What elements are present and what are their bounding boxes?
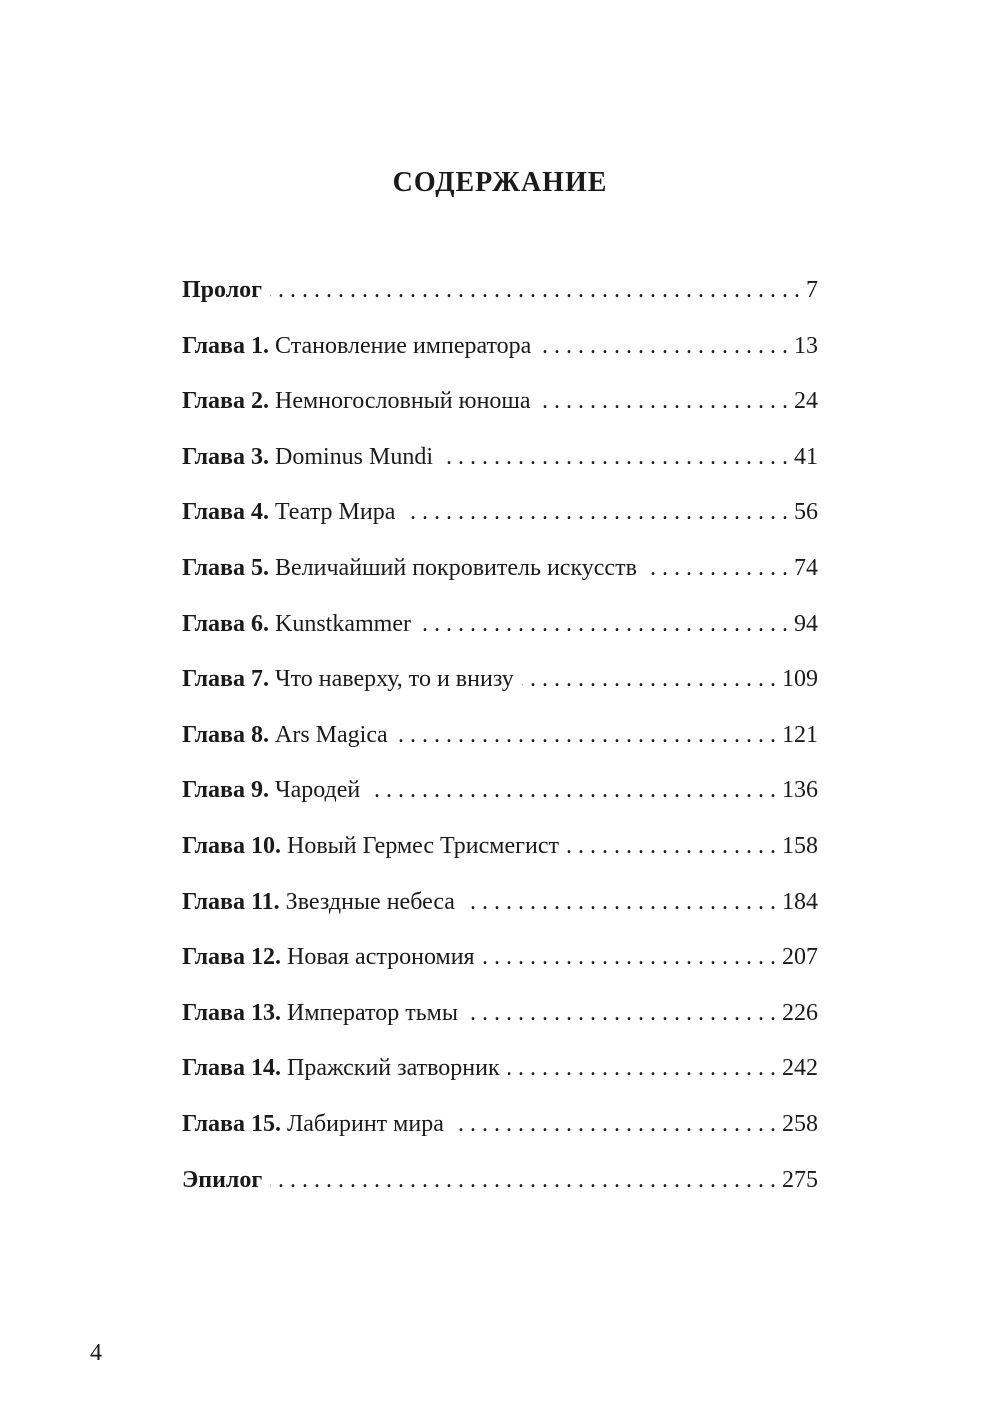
entry-title: Новая астрономия bbox=[287, 944, 475, 971]
dot-leader bbox=[452, 1104, 776, 1144]
entry-label: Пролог bbox=[182, 277, 263, 303]
entry-page: 207 bbox=[782, 944, 818, 971]
entry-page: 158 bbox=[782, 832, 818, 859]
entry-title: Театр Мира bbox=[275, 499, 396, 526]
toc-entry-chapter-5[interactable] bbox=[182, 548, 818, 604]
dot-leader bbox=[419, 604, 788, 644]
entry-label: Глава 2. bbox=[182, 388, 269, 415]
entry-label: Глава 8. bbox=[182, 721, 269, 748]
entry-label: Глава 15. bbox=[182, 1110, 281, 1137]
entry-title: Что наверху, то и внизу bbox=[275, 666, 514, 693]
toc-entry-chapter-1[interactable] bbox=[182, 326, 818, 382]
entry-page: 109 bbox=[782, 666, 818, 693]
dot-leader bbox=[539, 326, 788, 366]
table-of-contents bbox=[182, 270, 818, 1215]
entry-title: Новый Гермес Трисмегист bbox=[287, 832, 559, 859]
entry-label: Глава 10. bbox=[182, 832, 281, 859]
toc-entry-epilogue[interactable] bbox=[182, 1160, 818, 1216]
toc-entry-chapter-10[interactable] bbox=[182, 826, 818, 882]
toc-entry-chapter-13[interactable] bbox=[182, 993, 818, 1049]
entry-page: 258 bbox=[782, 1110, 818, 1137]
dot-leader bbox=[466, 993, 776, 1033]
dot-leader bbox=[567, 826, 776, 866]
entry-page: 24 bbox=[794, 388, 818, 415]
dot-leader bbox=[483, 937, 776, 977]
entry-page: 13 bbox=[794, 332, 818, 359]
entry-page: 136 bbox=[782, 777, 818, 804]
toc-entry-chapter-2[interactable] bbox=[182, 381, 818, 437]
toc-entry-chapter-7[interactable] bbox=[182, 659, 818, 715]
entry-page: 94 bbox=[794, 610, 818, 637]
entry-title: Лабиринт мира bbox=[287, 1110, 444, 1137]
toc-entry-chapter-11[interactable] bbox=[182, 882, 818, 938]
toc-entry-chapter-4[interactable] bbox=[182, 492, 818, 548]
dot-leader bbox=[463, 882, 776, 922]
toc-entry-chapter-15[interactable] bbox=[182, 1104, 818, 1160]
dot-leader bbox=[270, 270, 800, 310]
entry-page: 7 bbox=[806, 277, 818, 303]
entry-title: Пражский затворник bbox=[287, 1055, 500, 1082]
entry-label: Глава 7. bbox=[182, 666, 269, 693]
entry-label: Глава 13. bbox=[182, 999, 281, 1026]
entry-label: Глава 14. bbox=[182, 1055, 281, 1082]
entry-title: Звездные небеса bbox=[285, 888, 455, 915]
entry-page: 74 bbox=[794, 554, 818, 581]
entry-title: Величайший покровитель искусств bbox=[275, 554, 637, 581]
entry-label: Глава 9. bbox=[182, 777, 269, 804]
entry-title: Ars Magica bbox=[275, 721, 388, 748]
entry-label: Глава 12. bbox=[182, 944, 281, 971]
dot-leader bbox=[270, 1160, 776, 1200]
toc-entry-chapter-8[interactable] bbox=[182, 715, 818, 771]
entry-label: Глава 5. bbox=[182, 554, 269, 581]
entry-label: Глава 4. bbox=[182, 499, 269, 526]
entry-title: Dominus Mundi bbox=[275, 443, 434, 470]
entry-page: 41 bbox=[794, 443, 818, 470]
entry-page: 56 bbox=[794, 499, 818, 526]
toc-entry-chapter-6[interactable] bbox=[182, 604, 818, 660]
entry-page: 184 bbox=[782, 888, 818, 915]
toc-entry-chapter-14[interactable] bbox=[182, 1048, 818, 1104]
dot-leader bbox=[539, 381, 788, 421]
entry-title: Становление императора bbox=[275, 332, 532, 359]
dot-leader bbox=[403, 492, 788, 532]
entry-label: Глава 6. bbox=[182, 610, 269, 637]
entry-page: 275 bbox=[782, 1166, 818, 1193]
entry-label: Глава 3. bbox=[182, 443, 269, 470]
entry-label: Глава 1. bbox=[182, 332, 269, 359]
page-number: 4 bbox=[90, 1340, 102, 1366]
entry-title: Чародей bbox=[275, 777, 361, 804]
dot-leader bbox=[441, 437, 788, 477]
toc-entry-chapter-9[interactable] bbox=[182, 770, 818, 826]
dot-leader bbox=[522, 659, 776, 699]
dot-leader bbox=[645, 548, 788, 588]
dot-leader bbox=[396, 715, 776, 755]
toc-entry-chapter-12[interactable] bbox=[182, 937, 818, 993]
entry-label: Эпилог bbox=[182, 1166, 263, 1193]
toc-entry-prologue[interactable] bbox=[182, 270, 818, 326]
entry-page: 121 bbox=[782, 721, 818, 748]
page-title: СОДЕРЖАНИЕ bbox=[392, 166, 608, 198]
dot-leader bbox=[508, 1048, 776, 1088]
entry-page: 242 bbox=[782, 1055, 818, 1082]
entry-title: Император тьмы bbox=[287, 999, 458, 1026]
toc-entry-chapter-3[interactable] bbox=[182, 437, 818, 493]
dot-leader bbox=[368, 770, 776, 810]
entry-label: Глава 11. bbox=[182, 888, 280, 915]
entry-title: Kunstkammer bbox=[275, 610, 411, 637]
entry-title: Немногословный юноша bbox=[275, 388, 531, 415]
entry-page: 226 bbox=[782, 999, 818, 1026]
